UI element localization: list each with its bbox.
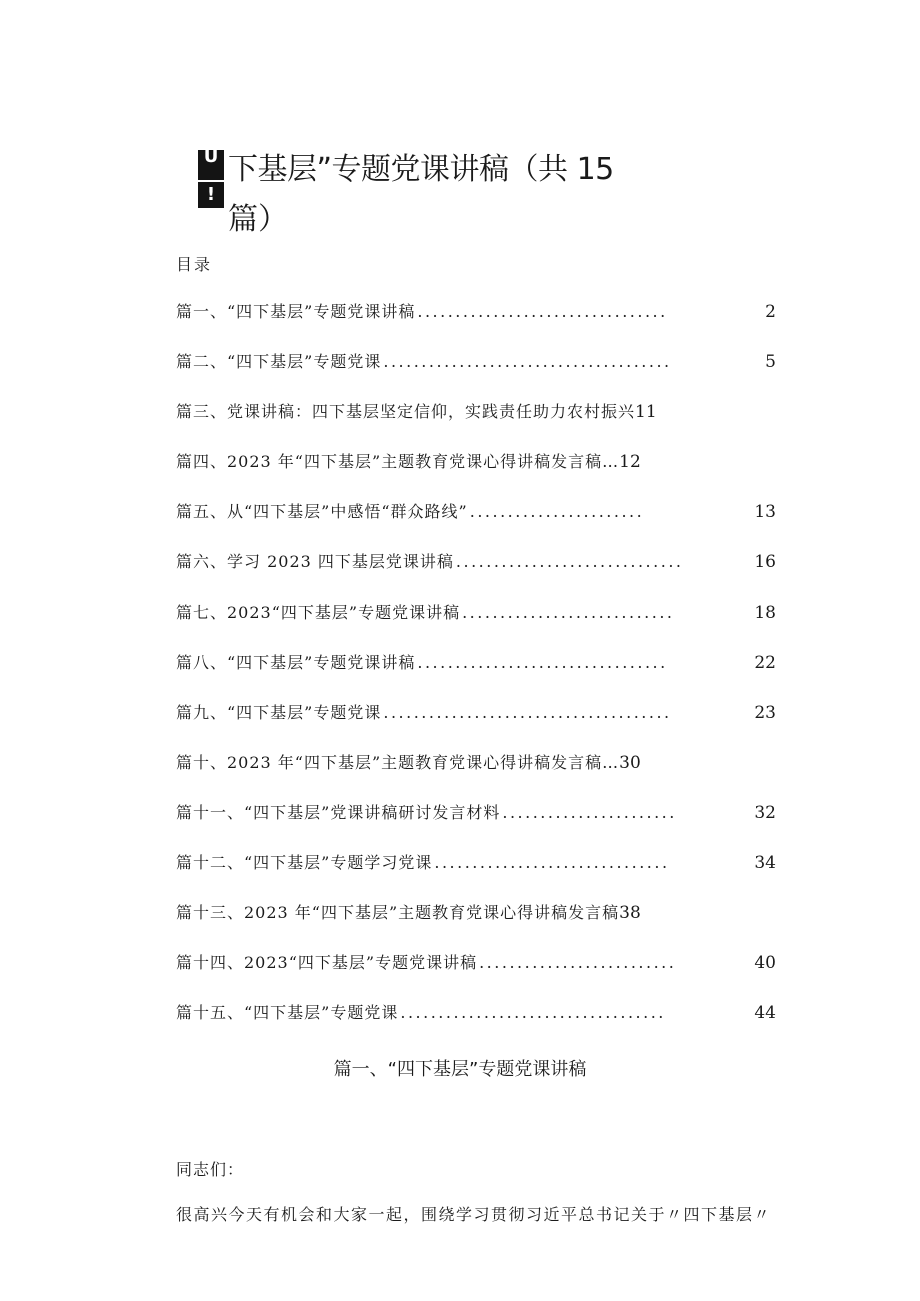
toc-item[interactable]	[176, 298, 776, 348]
body-paragraph: 很高兴今天有机会和大家一起，围绕学习贯彻习近平总书记关于〃四下基层〃	[176, 1205, 772, 1224]
toc-item[interactable]	[176, 498, 776, 548]
toc-item-page: 5	[765, 352, 776, 373]
toc-item-label: 篇七、2023“四下基层”专题党课讲稿	[176, 602, 461, 622]
title-line-1: 下基层”专题党课讲稿（共 15	[228, 152, 614, 187]
toc-item-leader: .......................	[469, 502, 645, 522]
toc-item[interactable]	[176, 599, 776, 649]
title-marker-bottom: !	[198, 182, 224, 208]
toc-item[interactable]	[176, 548, 776, 598]
toc-item-leader: ......................................	[383, 702, 672, 722]
toc-item-page: 38	[619, 903, 641, 924]
toc-item-label: 篇十四、2023“四下基层”专题党课讲稿	[176, 953, 478, 973]
toc-item-label: 篇十一、“四下基层”党课讲稿研讨发言材料	[176, 802, 501, 822]
toc-item-page: 30	[619, 752, 641, 773]
toc-item-label: 篇四、2023 年“四下基层”主题教育党课心得讲稿发言稿…	[176, 452, 620, 472]
toc-item[interactable]	[176, 799, 776, 849]
toc-item-label: 篇八、“四下基层”专题党课讲稿	[176, 652, 416, 672]
toc-item-page: 44	[754, 1003, 776, 1024]
toc-item-leader: .................................	[417, 302, 668, 321]
section-title: 篇一、“四下基层”专题党课讲稿	[333, 1059, 587, 1080]
toc-item[interactable]	[176, 699, 776, 749]
toc-item[interactable]	[176, 348, 776, 398]
toc-item-page: 11	[635, 402, 657, 423]
toc-item-label: 篇二、“四下基层”专题党课	[176, 352, 382, 372]
toc-item-leader: ............................	[462, 602, 675, 622]
greeting: 同志们：	[176, 1160, 245, 1179]
toc-item[interactable]	[176, 899, 776, 949]
toc-item-page: 32	[754, 802, 776, 823]
toc-item[interactable]	[176, 448, 776, 498]
toc-item-page: 18	[754, 602, 776, 623]
title-line-2: 篇）	[228, 202, 288, 237]
toc-item-label: 篇五、从“四下基层”中感悟“群众路线”	[176, 502, 468, 522]
toc-heading: 目录	[176, 255, 213, 274]
toc-item[interactable]	[176, 749, 776, 799]
toc-item-label: 篇九、“四下基层”专题党课	[176, 702, 382, 722]
toc-item-leader: .................................	[417, 652, 668, 672]
toc-item-page: 22	[754, 652, 776, 673]
toc-item-leader: ......................................	[383, 352, 672, 372]
toc-item[interactable]	[176, 398, 776, 448]
table-of-contents	[176, 298, 776, 1049]
toc-item-label: 篇十五、“四下基层”专题党课	[176, 1003, 399, 1023]
toc-item-label: 篇十、2023 年“四下基层”主题教育党课心得讲稿发言稿…	[176, 752, 620, 772]
toc-item-leader: ...................................	[400, 1003, 666, 1023]
toc-item[interactable]	[176, 999, 776, 1049]
toc-item-label: 篇六、学习 2023 四下基层党课讲稿	[176, 552, 454, 572]
toc-item[interactable]	[176, 649, 776, 699]
toc-item-page: 2	[765, 302, 776, 322]
toc-item-page: 16	[754, 552, 776, 573]
toc-item-leader: ..............................	[455, 552, 684, 572]
toc-item-label: 篇十三、2023 年“四下基层”主题教育党课心得讲稿发言稿	[176, 903, 620, 923]
toc-item-page: 13	[754, 502, 776, 523]
title-marker-top: U	[198, 150, 224, 180]
toc-item-label: 篇一、“四下基层”专题党课讲稿	[176, 302, 416, 321]
toc-item-label: 篇三、党课讲稿：四下基层坚定信仰，实践责任助力农村振兴	[176, 402, 636, 422]
toc-item-leader: ..........................	[479, 953, 677, 973]
toc-item[interactable]	[176, 949, 776, 999]
toc-item-leader: ...............................	[434, 853, 670, 873]
toc-item-page: 40	[754, 953, 776, 974]
toc-item[interactable]	[176, 849, 776, 899]
toc-item-page: 34	[754, 853, 776, 874]
toc-item-page: 12	[619, 452, 641, 473]
toc-item-leader: .......................	[502, 802, 677, 822]
toc-item-page: 23	[754, 702, 776, 723]
toc-item-label: 篇十二、“四下基层”专题学习党课	[176, 853, 433, 873]
